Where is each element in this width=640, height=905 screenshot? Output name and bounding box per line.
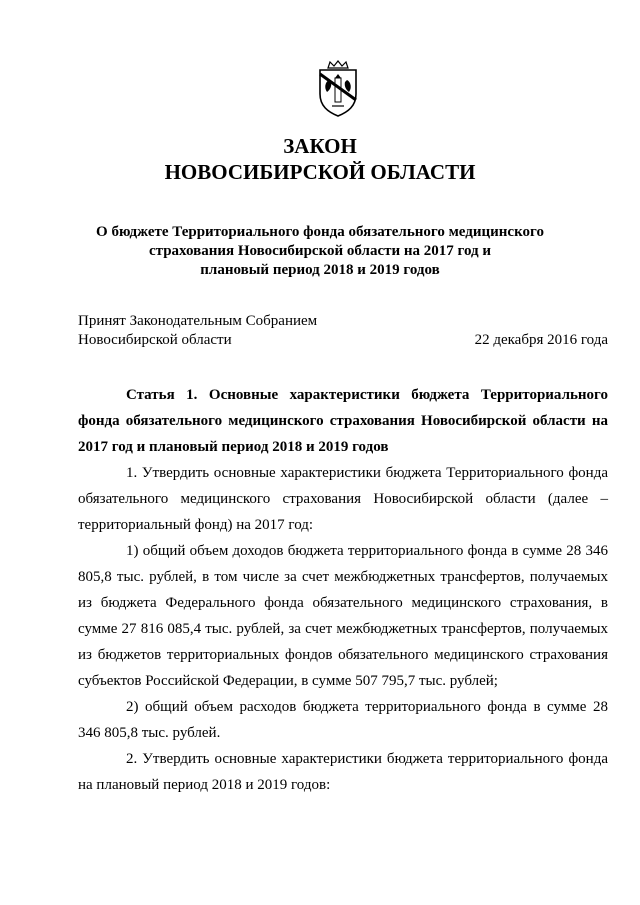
subject-line: страхования Новосибирской области на 2017 год и bbox=[148, 243, 492, 259]
adopted-by-region: Новосибирской области bbox=[78, 332, 232, 348]
novosibirsk-coat-of-arms-icon bbox=[314, 60, 362, 118]
paragraph: 2. Утвердить основные характеристики бюджета территориального фонда на плановый период 2018 и 2019 годов: bbox=[78, 751, 608, 793]
article-1-heading: Статья 1. Основные характеристики бюджета Территориального фонда обязательного медицинского страхования Новосибирской области на 2017 год и плановый период 2018 и 2019 годов bbox=[78, 387, 608, 455]
law-subject bbox=[90, 223, 550, 280]
law-title: ЗАКОН bbox=[283, 134, 357, 158]
law-body bbox=[78, 382, 608, 798]
region-title: НОВОСИБИРСКОЙ ОБЛАСТИ bbox=[164, 160, 476, 184]
adoption-block bbox=[78, 312, 608, 350]
paragraph: 1) общий объем доходов бюджета территориального фонда в сумме 28 346 805,8 тыс. рублей, в том числе за счет межбюджетных трансфертов, получаемых из бюджета Федерального фонда обязательного медицинского страхования, в сумме 27 816 085,4 тыс. рублей, за счет межбюджетных трансфертов, получаемых из бюджетов территориальных фондов обязательного медицинского страхования субъектов Российской Федерации, в сумме 507 795,7 тыс. рублей; bbox=[78, 543, 608, 689]
adoption-date: 22 декабря 2016 года bbox=[474, 332, 608, 348]
paragraph: 1. Утвердить основные характеристики бюджета Территориального фонда обязательного медицинского страхования Новосибирской области (далее – территориальный фонд) на 2017 год: bbox=[78, 465, 608, 533]
subject-line: О бюджете Территориального фонда обязательного медицинского bbox=[96, 224, 544, 240]
paragraph: 2) общий объем расходов бюджета территориального фонда в сумме 28 346 805,8 тыс. рублей. bbox=[78, 699, 608, 741]
adopted-by-line: Принят Законодательным Собранием bbox=[78, 313, 318, 329]
subject-line: плановый период 2018 и 2019 годов bbox=[200, 262, 440, 278]
